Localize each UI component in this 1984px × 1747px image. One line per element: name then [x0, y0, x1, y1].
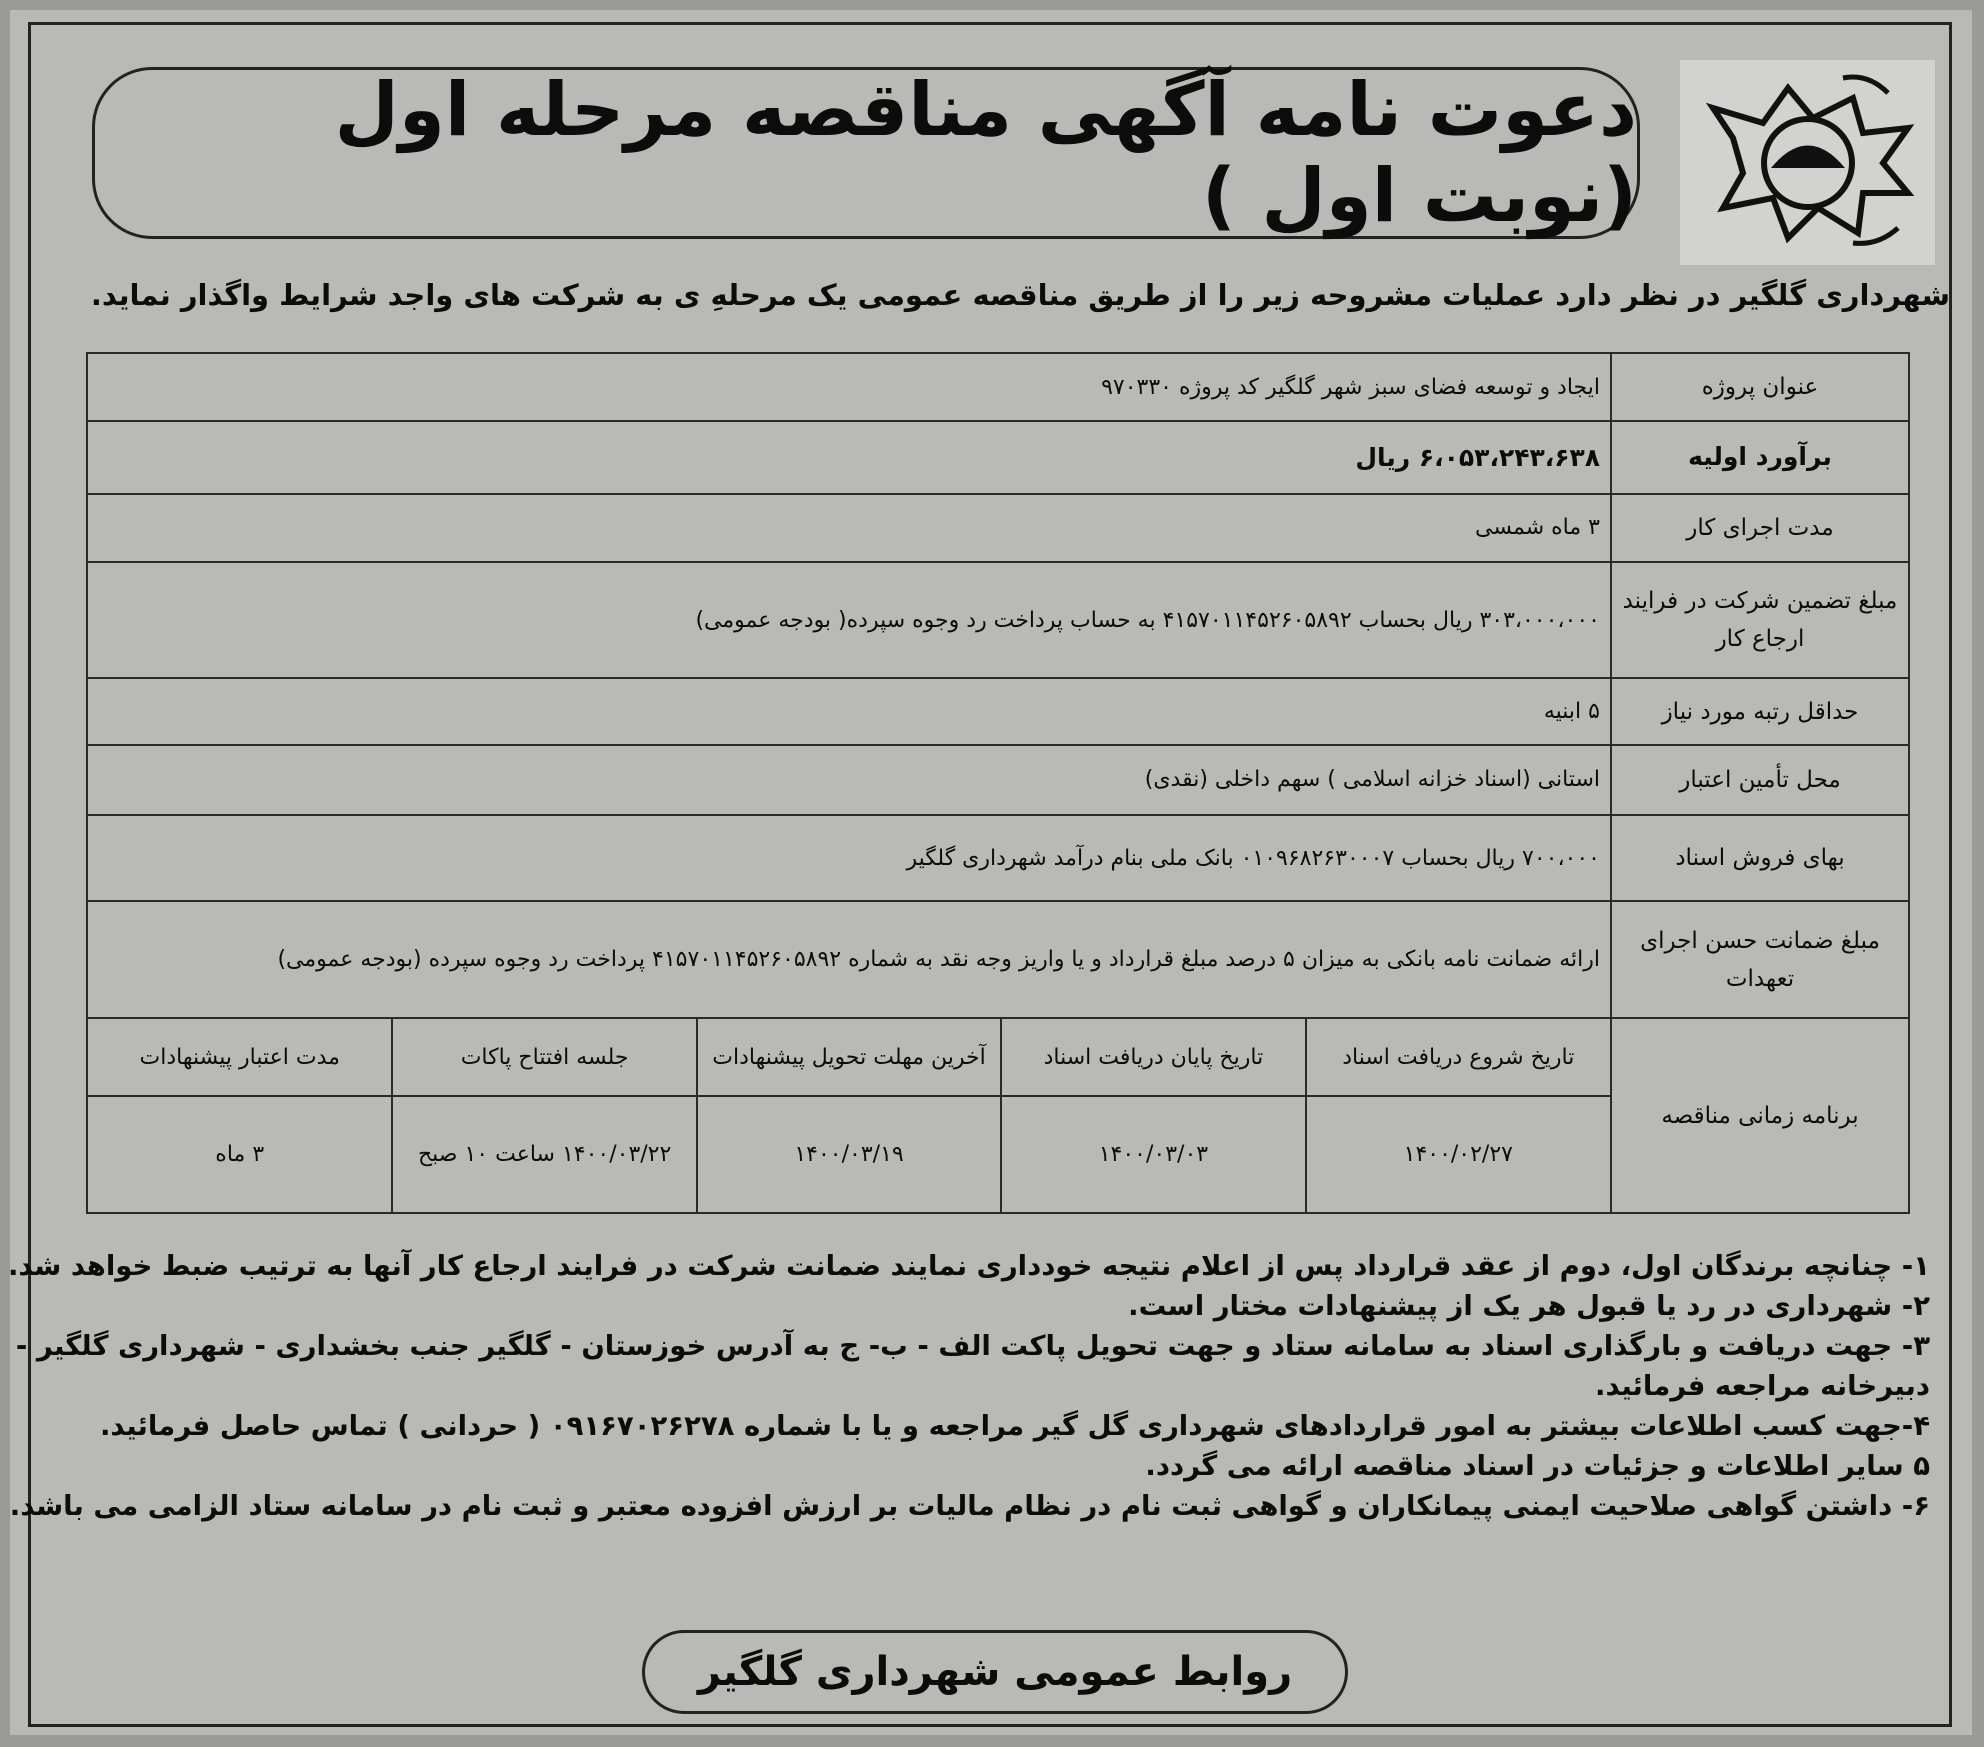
estimate-label: برآورد اولیه	[1611, 421, 1909, 493]
note-item: ۵ سایر اطلاعات و جزئیات در اسناد مناقصه ارائه می گردد.	[1145, 1450, 1930, 1482]
schedule-value-row	[88, 1096, 1610, 1212]
performance-value: ارائه ضمانت نامه بانکی به میزان ۵ درصد مبلغ قرارداد و یا واریز وجه نقد به شماره ۴۱۵۷۰۱۱۴۵۲۶۰۵۸۹۲ پرداخت رد وجوه سپرده (بودجه عمومی)	[87, 901, 1611, 1018]
table-row	[87, 353, 1909, 421]
guarantee-label: مبلغ تضمین شرکت در فرایند ارجاع کار	[1611, 562, 1909, 679]
schedule-header: تاریخ شروع دریافت اسناد	[1306, 1019, 1610, 1096]
estimate-value: ۶،۰۵۳،۲۴۳،۶۳۸ ریال	[87, 421, 1611, 493]
schedule-label: برنامه زمانی مناقصه	[1611, 1018, 1909, 1213]
doc-price-label: بهای فروش اسناد	[1611, 815, 1909, 901]
table-row	[87, 678, 1909, 744]
duration-label: مدت اجرای کار	[1611, 494, 1909, 562]
schedule-table	[88, 1019, 1610, 1212]
doc-price-value: ۷۰۰،۰۰۰ ریال بحساب ۰۱۰۹۶۸۲۶۳۰۰۰۷ بانک ملی بنام درآمد شهرداری گلگیر	[87, 815, 1611, 901]
project-title-value: ایجاد و توسعه فضای سبز شهر گلگیر کد پروژه ۹۷۰۳۳۰	[87, 353, 1611, 421]
page-title: دعوت نامه آگهی مناقصه مرحله اول (نوبت اول )	[334, 67, 1637, 239]
table-row	[87, 815, 1909, 901]
schedule-header: تاریخ پایان دریافت اسناد	[1001, 1019, 1305, 1096]
funding-label: محل تأمین اعتبار	[1611, 745, 1909, 815]
table-row	[87, 494, 1909, 562]
schedule-value: ۱۴۰۰/۰۳/۱۹	[697, 1096, 1001, 1212]
schedule-value: ۱۴۰۰/۰۳/۲۲ ساعت ۱۰ صبح	[392, 1096, 696, 1212]
table-row	[87, 745, 1909, 815]
note-item: ۱- چنانچه برندگان اول، دوم از عقد قرارداد پس از اعلام نتیجه خودداری نمایند ضمانت شرکت در فرایند ارجاع کار آنها به ترتیب ضبط خواهد شد.	[7, 1250, 1930, 1282]
table-row	[87, 901, 1909, 1018]
schedule-value: ۱۴۰۰/۰۲/۲۷	[1403, 1142, 1513, 1167]
schedule-header: مدت اعتبار پیشنهادات	[88, 1019, 392, 1096]
intro-text: شهرداری گلگیر در نظر دارد عملیات مشروحه زیر را از طریق مناقصه عمومی یک مرحلهِ ی به شرکت های واجد شرایط واگذار نماید.	[90, 278, 1950, 312]
table-row	[87, 421, 1909, 493]
footer-text: روابط عمومی شهرداری گلگیر	[697, 1649, 1293, 1695]
duration-value: ۳ ماه شمسی	[87, 494, 1611, 562]
project-title-label: عنوان پروژه	[1611, 353, 1909, 421]
municipality-logo-icon	[1680, 60, 1935, 265]
table-row	[87, 562, 1909, 679]
schedule-value: ۱۴۰۰/۰۳/۰۳	[1001, 1096, 1305, 1212]
note-item: ۶- داشتن گواهی صلاحیت ایمنی پیمانکاران و گواهی ثبت نام در نظام مالیات بر ارزش افزوده معتبر و ثبت نام در سامانه ستاد الزامی می باشد.	[9, 1490, 1930, 1522]
guarantee-value: ۳۰۳،۰۰۰،۰۰۰ ریال بحساب ۴۱۵۷۰۱۱۴۵۲۶۰۵۸۹۲ به حساب پرداخت رد وجوه سپرده( بودجه عمومی)	[87, 562, 1611, 679]
notes-list	[7, 1246, 1930, 1526]
footer-box	[642, 1630, 1348, 1714]
rank-label: حداقل رتبه مورد نیاز	[1611, 678, 1909, 744]
tender-info-table	[86, 352, 1910, 1214]
schedule-header: جلسه افتتاح پاکات	[392, 1019, 696, 1096]
schedule-header: آخرین مهلت تحویل پیشنهادات	[697, 1019, 1001, 1096]
performance-label: مبلغ ضمانت حسن اجرای تعهدات	[1611, 901, 1909, 1018]
notice-page	[7, 10, 1972, 1735]
note-item: دبیرخانه مراجعه فرمائید.	[1595, 1370, 1930, 1402]
title-box	[92, 67, 1640, 239]
note-item: ۴-جهت کسب اطلاعات بیشتر به امور قراردادهای شهرداری گل گیر مراجعه و یا با شماره ۰۹۱۶۷۰۲۶۲۷۸ ( حردانی ) تماس حاصل فرمائید.	[99, 1410, 1930, 1442]
schedule-value: ۳ ماه	[88, 1096, 392, 1212]
table-row	[87, 1018, 1909, 1213]
schedule-cell	[87, 1018, 1611, 1213]
note-item: ۲- شهرداری در رد یا قبول هر یک از پیشنهادات مختار است.	[1128, 1290, 1930, 1322]
schedule-header-row	[88, 1019, 1610, 1096]
rank-value: ۵ ابنیه	[87, 678, 1611, 744]
funding-value: استانی (اسناد خزانه اسلامی ) سهم داخلی (نقدی)	[87, 745, 1611, 815]
note-item: ۳- جهت دریافت و بارگذاری اسناد به سامانه ستاد و جهت تحویل پاکت الف - ب- ج به آدرس خوزستان - گلگیر جنب بخشداری - شهرداری گلگیر -	[15, 1330, 1930, 1362]
